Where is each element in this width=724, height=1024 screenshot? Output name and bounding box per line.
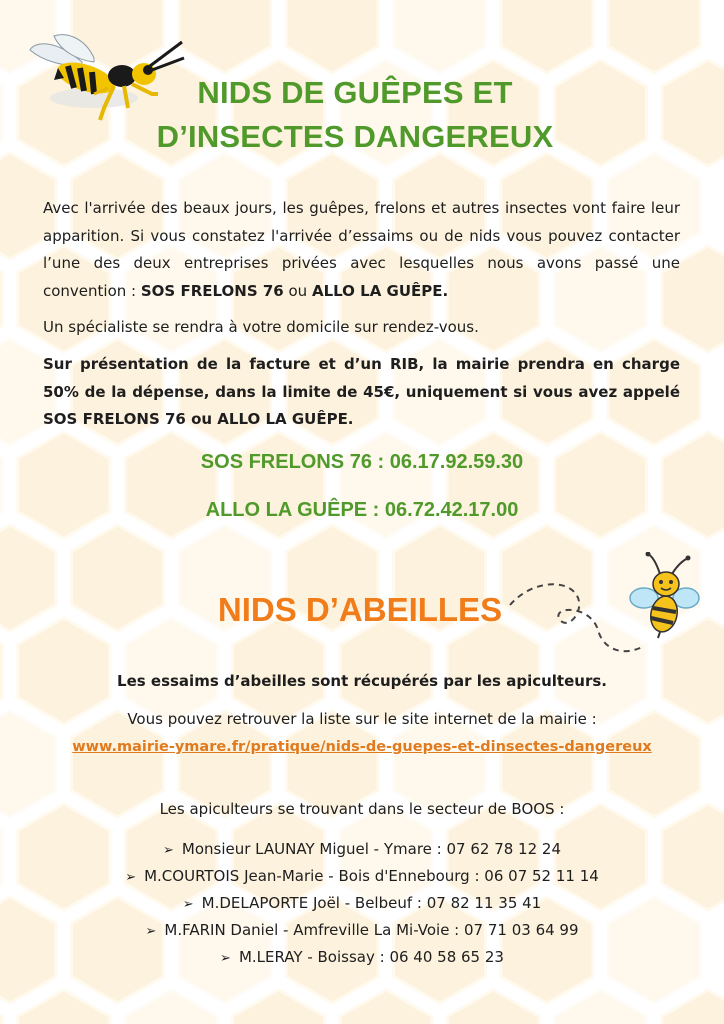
phone-sos-frelons: SOS FRELONS 76 : 06.17.92.59.30 — [200, 451, 524, 473]
intro-connector: ou — [283, 281, 312, 300]
reimbursement-paragraph: Sur présentation de la facture et d’un RIB, la mairie prendra en charge 50% de la dépense, dans la limite de 45€, uniquement si vous avez appelé SOS FRELONS 76 ou ALLO LA GUÊPE. — [43, 355, 680, 428]
list-item — [0, 890, 724, 917]
bees-website-link[interactable]: www.mairie-ymare.fr/pratique/nids-de-guepes-et-dinsectes-dangereux — [72, 739, 652, 755]
page-title-line-1: NIDS DE GUÊPES ET — [197, 75, 513, 110]
list-item — [0, 944, 724, 971]
arrow-bullet-icon: ➢ — [163, 843, 174, 858]
arrow-bullet-icon: ➢ — [145, 924, 157, 939]
page-title-line-2: D’INSECTES DANGEREUX — [156, 119, 554, 154]
bee-icon — [626, 552, 702, 642]
beekeeper-entry: M.COURTOIS Jean-Marie - Bois d'Ennebourg : 06 07 52 11 14 — [144, 867, 599, 885]
list-item — [0, 836, 724, 863]
bees-website-note: Vous pouvez retrouver la liste sur le site internet de la mairie : — [127, 710, 597, 728]
arrow-bullet-icon: ➢ — [182, 897, 194, 912]
wasp-icon — [24, 28, 186, 123]
beekeeper-entry: M.FARIN Daniel - Amfreville La Mi-Voie : 07 71 03 64 99 — [164, 921, 579, 939]
beekeeper-entry: M.DELAPORTE Joël - Belbeuf : 07 82 11 35 41 — [201, 894, 542, 912]
beekeepers-list — [0, 836, 724, 971]
company-allo-la-guepe: ALLO LA GUÊPE. — [311, 281, 449, 300]
list-item — [0, 917, 724, 944]
arrow-bullet-icon: ➢ — [125, 870, 137, 885]
specialist-paragraph: Un spécialiste se rendra à votre domicile sur rendez-vous. — [43, 318, 479, 336]
intro-paragraph — [43, 195, 680, 305]
beekeeper-entry: Monsieur LAUNAY Miguel - Ymare : 07 62 78 12 24 — [181, 840, 561, 858]
list-item — [0, 863, 724, 890]
bees-section-title: NIDS D’ABEILLES — [217, 591, 503, 628]
company-sos-frelons: SOS FRELONS 76 — [140, 281, 284, 300]
beekeeper-entry: M.LERAY - Boissay : 06 40 58 65 23 — [238, 948, 504, 966]
arrow-bullet-icon: ➢ — [220, 951, 231, 966]
bees-collection-note: Les essaims d’abeilles sont récupérés par les apiculteurs. — [117, 672, 607, 690]
phone-allo-la-guepe: ALLO LA GUÊPE : 06.72.42.17.00 — [205, 499, 519, 521]
intro-text: Avec l'arrivée des beaux jours, les guêpes, frelons et autres insectes vont faire leur apparition. Si vous constatez l'arrivée d’essaims ou de nids vous pouvez contacter l’une des deux entreprises privées avec lesquelles nous avons passé une convention : — [43, 199, 680, 300]
beekeepers-intro: Les apiculteurs se trouvant dans le secteur de BOOS : — [159, 800, 565, 818]
